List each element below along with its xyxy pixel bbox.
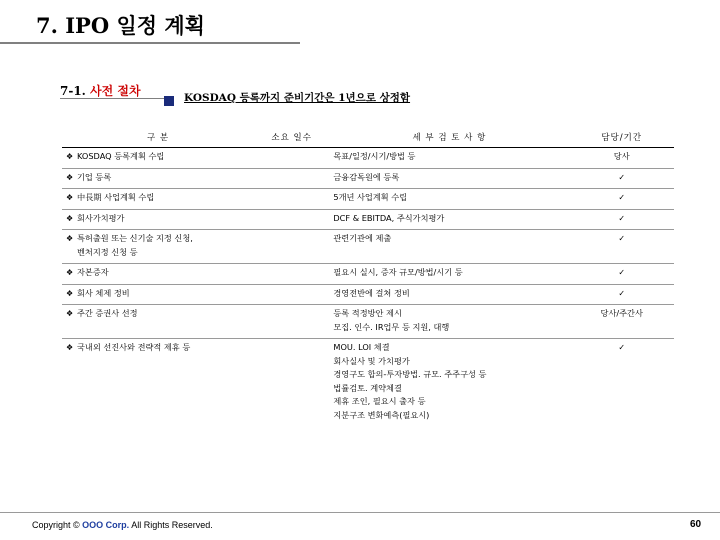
duration-cell (254, 339, 329, 427)
category-text: 회사 체제 정비 (77, 287, 130, 298)
category-text: 자본증자 (77, 267, 109, 277)
footer-divider (0, 512, 720, 513)
category-text: 국내외 선진사와 전략적 제휴 등 (77, 342, 191, 352)
category-cell (62, 230, 254, 264)
details-cell (329, 148, 569, 169)
footer-copyright (32, 520, 213, 530)
category-text: 회사가치평가 (77, 212, 125, 223)
copyright-prefix: Copyright © (32, 520, 80, 530)
page-title: 7. IPO 일정 계획 (36, 13, 205, 38)
category-cell (62, 148, 254, 169)
check-icon: ✓ (618, 172, 626, 182)
detail-line: 제휴 조인, 필요시 출자 등 (333, 396, 426, 406)
check-icon: ✓ (618, 288, 626, 298)
category-text: 주간 증권사 선정 (77, 308, 138, 318)
duration-cell (254, 230, 329, 264)
detail-line: 금융감독원에 등록 (333, 171, 400, 182)
diamond-bullet-icon: ❖ (66, 193, 74, 202)
rights-text: All Rights Reserved. (131, 520, 213, 530)
duration-cell (254, 305, 329, 339)
detail-line: DCF & EBITDA, 주식가치평가 (333, 212, 445, 223)
diamond-bullet-icon: ❖ (66, 309, 74, 318)
table-row (62, 168, 674, 189)
table-row (62, 230, 674, 264)
table-row (62, 189, 674, 210)
section-title: 사전 절차 (90, 84, 141, 98)
diamond-bullet-icon: ❖ (66, 234, 74, 243)
diamond-bullet-icon: ❖ (66, 152, 74, 161)
title-bar (0, 0, 720, 44)
diamond-bullet-icon: ❖ (66, 213, 74, 223)
detail-line: 지분구조 변화예측(필요시) (333, 409, 430, 420)
category-text: 벤처지정 신청 등 (77, 246, 138, 257)
duration-cell (254, 264, 329, 285)
details-cell (329, 209, 569, 230)
details-cell (329, 305, 569, 339)
category-cell (62, 264, 254, 285)
section-number: 7-1. (60, 84, 86, 98)
owner-text: 당사/주간사 (600, 308, 643, 318)
table-header-row (62, 130, 674, 148)
detail-line: 5개년 사업계획 수립 (333, 192, 408, 202)
page-number: 60 (690, 519, 702, 530)
detail-line: 모집. 인수. IR업무 등 지원, 대행 (333, 321, 450, 332)
diamond-bullet-icon: ❖ (66, 288, 74, 298)
details-cell (329, 264, 569, 285)
header-duration: 소요 일수 (254, 130, 329, 148)
table-row (62, 264, 674, 285)
details-cell (329, 339, 569, 427)
category-cell (62, 305, 254, 339)
details-cell (329, 189, 569, 210)
table-row (62, 339, 674, 427)
detail-line: 경영전반에 걸쳐 정비 (333, 287, 410, 298)
detail-line: 법률검토. 계약체결 (333, 382, 402, 393)
detail-line: 경영구도 합의-투자방법. 규모. 주주구성 등 (333, 369, 487, 379)
company-name: OOO Corp. (82, 520, 130, 530)
table-row (62, 148, 674, 169)
category-text: 中長期 사업계획 수립 (77, 192, 155, 202)
check-icon: ✓ (618, 213, 626, 223)
check-icon: ✓ (618, 268, 626, 277)
details-cell (329, 284, 569, 305)
duration-cell (254, 189, 329, 210)
table-row (62, 209, 674, 230)
section-underline (60, 98, 165, 99)
procedure-table (62, 130, 674, 426)
category-cell (62, 209, 254, 230)
duration-cell (254, 168, 329, 189)
header-details: 세 부 검 토 사 항 (329, 130, 569, 148)
detail-line: 회사실사 및 가치평가 (333, 355, 410, 366)
detail-line: 등록 적정방안 제시 (333, 308, 402, 318)
diamond-bullet-icon: ❖ (66, 343, 74, 352)
details-cell (329, 168, 569, 189)
check-icon: ✓ (618, 193, 626, 202)
detail-line: MOU. LOI 체결 (333, 342, 390, 352)
details-cell (329, 230, 569, 264)
category-cell (62, 168, 254, 189)
category-text: 기업 등록 (77, 171, 112, 182)
detail-line: 목표/일정/시기/방법 등 (333, 151, 416, 161)
category-cell (62, 189, 254, 210)
table-body (62, 148, 674, 427)
category-cell (62, 339, 254, 427)
title-underline (0, 42, 300, 44)
duration-cell (254, 148, 329, 169)
detail-line: 필요시 실시, 증자 규모/방법/시기 등 (333, 267, 463, 277)
category-text: KOSDAQ 등록계획 수립 (77, 151, 165, 161)
owner-text: 당사 (613, 151, 630, 161)
section-heading (60, 82, 141, 99)
duration-cell (254, 209, 329, 230)
detail-line: 관련기관에 제출 (333, 233, 392, 243)
category-cell (62, 284, 254, 305)
header-category: 구 분 (62, 130, 254, 148)
diamond-bullet-icon: ❖ (66, 268, 74, 277)
table-row (62, 284, 674, 305)
headline: KOSDAQ 등록까지 준비기간은 1년으로 상정함 (184, 92, 411, 104)
check-icon: ✓ (618, 234, 626, 243)
duration-cell (254, 284, 329, 305)
header-owner: 담당/기간 (569, 130, 674, 148)
check-icon: ✓ (618, 343, 626, 352)
table-row (62, 305, 674, 339)
square-marker-icon (164, 96, 174, 106)
category-text: 특허출원 또는 신기술 지정 신청, (77, 233, 193, 243)
diamond-bullet-icon: ❖ (66, 172, 74, 182)
